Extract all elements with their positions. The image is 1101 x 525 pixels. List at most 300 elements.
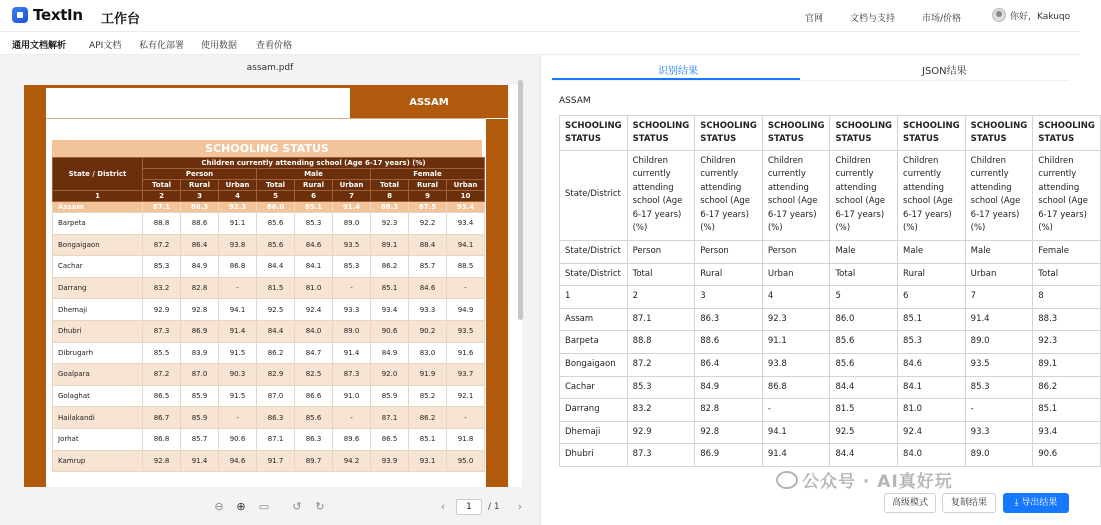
pdf-cell: 87.3 <box>143 320 181 342</box>
pdf-cell: 84.6 <box>295 234 333 256</box>
prev-page-icon[interactable]: ‹ <box>440 500 446 513</box>
pdf-cell: 94.1 <box>219 299 257 321</box>
result-cell: 94.1 <box>762 421 830 444</box>
pdf-cell: 85.1 <box>371 277 409 299</box>
result-cell: Children currently attending school (Age 6-17 years) (%) <box>762 150 830 241</box>
result-cell: Urban <box>762 263 830 286</box>
result-cell: 3 <box>695 286 763 309</box>
pdf-district-name: Goalpara <box>53 364 143 386</box>
result-cell: 1 <box>560 286 628 309</box>
result-cell: 93.8 <box>762 354 830 377</box>
pdf-col-number: 6 <box>295 191 333 202</box>
pdf-cell: 86.8 <box>219 256 257 278</box>
result-cell: Total <box>830 263 898 286</box>
nav-official-site[interactable]: 官网 <box>805 14 824 24</box>
result-cell: Rural <box>898 263 966 286</box>
pdf-cell: 88.8 <box>143 213 181 235</box>
page-total: / 1 <box>488 502 500 512</box>
pdf-cell: - <box>333 407 371 429</box>
logo-text: TextIn <box>33 6 83 24</box>
result-cell: 89.0 <box>965 444 1033 467</box>
pdf-district-name: Bongaigaon <box>53 234 143 256</box>
result-cell: 83.2 <box>627 399 695 422</box>
result-cell: Dhemaji <box>560 421 628 444</box>
result-table-row <box>560 421 1101 444</box>
result-header-cell: SCHOOLING STATUS <box>695 116 763 151</box>
pdf-cell: 92.5 <box>257 299 295 321</box>
pdf-cell: 86.6 <box>295 385 333 407</box>
pdf-scrollbar[interactable] <box>518 80 523 320</box>
pdf-cell: - <box>219 407 257 429</box>
pdf-cell: 87.2 <box>143 364 181 386</box>
pdf-cell: 93.4 <box>447 213 485 235</box>
result-header-cell: SCHOOLING STATUS <box>1033 116 1101 151</box>
result-header-cell: SCHOOLING STATUS <box>560 116 628 151</box>
subnav-api-docs[interactable]: API文档 <box>89 41 122 51</box>
result-cell: 89.1 <box>1033 354 1101 377</box>
pdf-table-row <box>53 320 485 342</box>
result-table-row <box>560 263 1101 286</box>
pdf-cell: 89.0 <box>333 320 371 342</box>
pdf-cell: - <box>447 407 485 429</box>
result-cell: 88.8 <box>627 331 695 354</box>
zoom-in-icon[interactable]: ⊕ <box>236 500 246 513</box>
pdf-cell: 83.0 <box>409 342 447 364</box>
pdf-table-row <box>53 364 485 386</box>
result-table-row <box>560 376 1101 399</box>
result-cell: 84.6 <box>898 354 966 377</box>
sub-nav <box>0 32 1080 55</box>
result-table-row <box>560 399 1101 422</box>
pdf-cell: 91.4 <box>181 450 219 472</box>
pdf-cell: 92.4 <box>295 299 333 321</box>
pdf-col-number: 8 <box>371 191 409 202</box>
pdf-cell: 92.0 <box>371 364 409 386</box>
pdf-cell: 93.5 <box>333 234 371 256</box>
rotate-right-icon[interactable]: ↻ <box>315 500 325 513</box>
pdf-cell: - <box>333 277 371 299</box>
pdf-subcol: Urban <box>333 180 371 191</box>
pdf-table-title: SCHOOLING STATUS <box>52 140 482 157</box>
result-cell: 90.6 <box>1033 444 1101 467</box>
pdf-table-row <box>53 342 485 364</box>
result-table-row <box>560 286 1101 309</box>
rotate-left-icon[interactable]: ↺ <box>292 500 302 513</box>
pdf-cell: 94.1 <box>447 234 485 256</box>
pdf-cell: 86.3 <box>295 428 333 450</box>
pdf-table <box>52 157 485 472</box>
pdf-cell: 91.8 <box>447 428 485 450</box>
result-header-cell: SCHOOLING STATUS <box>830 116 898 151</box>
result-cell: 92.4 <box>898 421 966 444</box>
result-cell: 84.1 <box>898 376 966 399</box>
pdf-cell: 95.0 <box>447 450 485 472</box>
result-table-row <box>560 331 1101 354</box>
textin-logo-icon <box>12 7 28 23</box>
watermark-text: 公众号 · AI真好玩 <box>802 472 953 492</box>
result-cell: 5 <box>830 286 898 309</box>
result-cell: 92.3 <box>762 308 830 331</box>
pdf-cell: 90.3 <box>219 364 257 386</box>
result-cell: 86.2 <box>1033 376 1101 399</box>
pdf-border-left <box>24 85 46 487</box>
pdf-cell: 92.1 <box>447 385 485 407</box>
pdf-cell: 91.1 <box>219 213 257 235</box>
result-header-cell: SCHOOLING STATUS <box>762 116 830 151</box>
pdf-cell: 85.3 <box>143 256 181 278</box>
pdf-district-name: Hailakandi <box>53 407 143 429</box>
pdf-cell: 84.1 <box>295 256 333 278</box>
pdf-cell: 89.1 <box>371 234 409 256</box>
result-cell: 91.1 <box>762 331 830 354</box>
pdf-cell: 90.6 <box>371 320 409 342</box>
pdf-cell: 85.3 <box>333 256 371 278</box>
pdf-cell: 85.3 <box>295 213 333 235</box>
result-cell: 92.9 <box>627 421 695 444</box>
pdf-cell: 86.4 <box>181 234 219 256</box>
result-cell: 4 <box>762 286 830 309</box>
pdf-cell: 91.4 <box>219 320 257 342</box>
pdf-group-person: Person <box>143 169 257 180</box>
pdf-table-row <box>53 428 485 450</box>
pdf-cell: 88.4 <box>409 234 447 256</box>
result-cell: 91.4 <box>965 308 1033 331</box>
result-cell: Male <box>898 241 966 264</box>
subnav-usage-data[interactable]: 使用数据 <box>201 41 238 51</box>
result-cell: Dhubri <box>560 444 628 467</box>
result-cell: 88.3 <box>1033 308 1101 331</box>
pdf-cell: 84.7 <box>295 342 333 364</box>
result-table <box>559 115 1101 467</box>
result-table-row <box>560 241 1101 264</box>
pdf-district-name: Dhemaji <box>53 299 143 321</box>
pdf-table-row <box>53 234 485 256</box>
pdf-cell: 88.5 <box>447 256 485 278</box>
result-cell: - <box>762 399 830 422</box>
pdf-cell: 93.3 <box>409 299 447 321</box>
pdf-table-row <box>53 385 485 407</box>
pdf-cell: 90.2 <box>409 320 447 342</box>
result-cell: Barpeta <box>560 331 628 354</box>
pdf-cell: 93.1 <box>409 450 447 472</box>
result-cell: 85.1 <box>898 308 966 331</box>
pdf-col-number: 7 <box>333 191 371 202</box>
pdf-table-row <box>53 299 485 321</box>
pdf-cell: 93.4 <box>371 299 409 321</box>
pdf-cell: 87.2 <box>143 234 181 256</box>
result-cell: Person <box>762 241 830 264</box>
pdf-cell: 81.5 <box>257 277 295 299</box>
pdf-cell: 90.6 <box>219 428 257 450</box>
subnav-view-price[interactable]: 查看价格 <box>256 41 293 51</box>
pdf-cell: - <box>447 277 485 299</box>
result-cell: 84.4 <box>830 376 898 399</box>
pdf-cell: 92.8 <box>181 299 219 321</box>
pdf-cell: 91.4 <box>333 342 371 364</box>
tab-baseline <box>552 80 1070 81</box>
result-cell: 86.0 <box>830 308 898 331</box>
result-cell: 8 <box>1033 286 1101 309</box>
pdf-subcol: Rural <box>409 180 447 191</box>
tab-json-result[interactable]: JSON结果 <box>922 66 967 77</box>
zoom-out-icon[interactable]: ⊖ <box>214 500 224 513</box>
pdf-district-name: Barpeta <box>53 213 143 235</box>
pdf-cell: 93.7 <box>447 364 485 386</box>
pdf-subcol: Urban <box>219 180 257 191</box>
result-cell: - <box>965 399 1033 422</box>
wechat-icon <box>776 471 798 489</box>
pdf-col-number: 3 <box>181 191 219 202</box>
subnav-private-deploy[interactable]: 私有化部署 <box>139 41 185 51</box>
pdf-state-cell: 88.3 <box>371 202 409 213</box>
pdf-cell: 86.5 <box>371 428 409 450</box>
pdf-cell: 85.6 <box>257 213 295 235</box>
pdf-border-right <box>486 119 508 487</box>
pdf-cell: 93.3 <box>333 299 371 321</box>
pdf-district-name: Jorhat <box>53 428 143 450</box>
result-section-title: ASSAM <box>559 96 591 106</box>
pdf-district-name: Dibrugarh <box>53 342 143 364</box>
next-page-icon[interactable]: › <box>517 500 523 513</box>
pdf-state-cell: 92.3 <box>219 202 257 213</box>
pdf-cell: 82.5 <box>295 364 333 386</box>
pdf-cell: 92.8 <box>143 450 181 472</box>
pdf-cell: 83.9 <box>181 342 219 364</box>
pdf-subcol: Urban <box>447 180 485 191</box>
pdf-cell: 86.3 <box>257 407 295 429</box>
result-cell: 85.3 <box>898 331 966 354</box>
result-cell: State/District <box>560 263 628 286</box>
pdf-col-group: Children currently attending school (Age 6-17 years) (%) <box>143 158 485 169</box>
pdf-cell: 82.8 <box>181 277 219 299</box>
result-cell: 84.0 <box>898 444 966 467</box>
pdf-cell: 86.2 <box>409 407 447 429</box>
pdf-col-number: 2 <box>143 191 181 202</box>
pdf-district-name: Golaghat <box>53 385 143 407</box>
pdf-cell: 91.5 <box>219 385 257 407</box>
user-menu[interactable] <box>992 8 1070 22</box>
pdf-state-cell: 86.3 <box>181 202 219 213</box>
pdf-state-cell: 93.4 <box>447 202 485 213</box>
pdf-cell: 85.1 <box>409 428 447 450</box>
pdf-cell: 85.9 <box>371 385 409 407</box>
pdf-cell: 82.9 <box>257 364 295 386</box>
tab-recognition-result[interactable]: 识别结果 <box>658 66 698 77</box>
export-result-label: 导出结果 <box>1021 498 1058 508</box>
pdf-cell: 81.0 <box>295 277 333 299</box>
result-cell: 85.1 <box>1033 399 1101 422</box>
result-cell: Male <box>830 241 898 264</box>
nav-market-price[interactable]: 市场/价格 <box>922 14 962 24</box>
result-cell: Assam <box>560 308 628 331</box>
pdf-subcol: Total <box>257 180 295 191</box>
pdf-cell: 85.5 <box>143 342 181 364</box>
nav-docs-support[interactable]: 文档与支持 <box>850 14 896 24</box>
pdf-district-name: Dhubri <box>53 320 143 342</box>
pdf-cell: 85.6 <box>295 407 333 429</box>
result-cell: 92.8 <box>695 421 763 444</box>
pdf-col-number: 4 <box>219 191 257 202</box>
export-result-button[interactable] <box>1003 493 1069 513</box>
logo[interactable] <box>12 6 83 24</box>
page-number-input[interactable]: 1 <box>456 499 482 515</box>
pdf-group-male: Male <box>257 169 371 180</box>
pdf-district-name: Kamrup <box>53 450 143 472</box>
pdf-cell: 84.4 <box>257 320 295 342</box>
pdf-cell: 87.3 <box>333 364 371 386</box>
result-table-row <box>560 150 1101 241</box>
pdf-state-banner: ASSAM <box>350 88 508 118</box>
pdf-state-cell: 86.0 <box>257 202 295 213</box>
result-cell: Darrang <box>560 399 628 422</box>
app-title: 工作台 <box>101 12 141 27</box>
advanced-mode-button[interactable]: 高级模式 <box>884 493 936 513</box>
pdf-district-name: Darrang <box>53 277 143 299</box>
pdf-cell: 84.9 <box>181 256 219 278</box>
pdf-cell: 84.0 <box>295 320 333 342</box>
watermark <box>776 467 953 492</box>
pdf-cell: 86.9 <box>181 320 219 342</box>
pdf-cell: 85.7 <box>409 256 447 278</box>
result-cell: Children currently attending school (Age 6-17 years) (%) <box>695 150 763 241</box>
result-cell: 84.4 <box>830 444 898 467</box>
pdf-cell: 87.0 <box>257 385 295 407</box>
pdf-col-state: State / District <box>53 158 143 191</box>
result-cell: Children currently attending school (Age 6-17 years) (%) <box>830 150 898 241</box>
result-cell: 87.2 <box>627 354 695 377</box>
tab-active-indicator <box>552 78 800 80</box>
pdf-cell: 91.6 <box>447 342 485 364</box>
result-cell: Children currently attending school (Age 6-17 years) (%) <box>965 150 1033 241</box>
pdf-table-row <box>53 213 485 235</box>
result-cell: 86.4 <box>695 354 763 377</box>
result-cell: Total <box>627 263 695 286</box>
pdf-state-cell: 87.1 <box>143 202 181 213</box>
pdf-table-row <box>53 407 485 429</box>
pdf-subcol: Rural <box>181 180 219 191</box>
result-cell: Total <box>1033 263 1101 286</box>
pdf-cell: 85.2 <box>409 385 447 407</box>
pdf-state-cell: 91.4 <box>333 202 371 213</box>
pdf-cell: 93.8 <box>219 234 257 256</box>
pdf-cell: 92.9 <box>143 299 181 321</box>
result-cell: Children currently attending school (Age 6-17 years) (%) <box>627 150 695 241</box>
user-greeting: 你好，Kakuqo <box>1010 11 1071 22</box>
subnav-general-parse[interactable]: 通用文档解析 <box>12 41 67 51</box>
pdf-cell: 94.9 <box>447 299 485 321</box>
result-header-cell: SCHOOLING STATUS <box>965 116 1033 151</box>
result-cell: State/District <box>560 150 628 241</box>
result-cell: Cachar <box>560 376 628 399</box>
pdf-cell: 83.2 <box>143 277 181 299</box>
result-cell: 81.5 <box>830 399 898 422</box>
result-cell: 92.5 <box>830 421 898 444</box>
result-cell: 92.3 <box>1033 331 1101 354</box>
result-table-row <box>560 444 1101 467</box>
result-table-wrapper[interactable] <box>559 115 1095 482</box>
result-table-row <box>560 308 1101 331</box>
pdf-cell: 85.9 <box>181 407 219 429</box>
result-cell: 86.3 <box>695 308 763 331</box>
pdf-cell: 92.2 <box>409 213 447 235</box>
pdf-cell: 91.9 <box>409 364 447 386</box>
pdf-table-row <box>53 256 485 278</box>
result-cell: 85.3 <box>965 376 1033 399</box>
pdf-cell: 88.6 <box>181 213 219 235</box>
pdf-cell: 85.7 <box>181 428 219 450</box>
copy-result-button[interactable]: 复制结果 <box>942 493 996 513</box>
pdf-cell: 91.5 <box>219 342 257 364</box>
result-cell: 88.6 <box>695 331 763 354</box>
result-cell: 85.6 <box>830 354 898 377</box>
result-cell: Male <box>965 241 1033 264</box>
pdf-filename: assam.pdf <box>246 63 294 73</box>
result-cell: 84.9 <box>695 376 763 399</box>
result-cell: 7 <box>965 286 1033 309</box>
pdf-col-number: 9 <box>409 191 447 202</box>
result-cell: Urban <box>965 263 1033 286</box>
pdf-cell: 87.0 <box>181 364 219 386</box>
pdf-cell: 94.6 <box>219 450 257 472</box>
result-header-cell: SCHOOLING STATUS <box>627 116 695 151</box>
result-cell: 2 <box>627 286 695 309</box>
pdf-col-number: 5 <box>257 191 295 202</box>
pdf-cell: 87.1 <box>257 428 295 450</box>
pdf-cell: 91.0 <box>333 385 371 407</box>
pdf-table-row <box>53 450 485 472</box>
download-icon: ⤓ <box>1014 498 1022 508</box>
result-cell: 86.9 <box>695 444 763 467</box>
pdf-cell: 84.4 <box>257 256 295 278</box>
result-cell: 6 <box>898 286 966 309</box>
avatar <box>992 8 1006 22</box>
result-table-row <box>560 354 1101 377</box>
result-cell: 86.8 <box>762 376 830 399</box>
result-cell: 87.1 <box>627 308 695 331</box>
result-cell: Children currently attending school (Age 6-17 years) (%) <box>898 150 966 241</box>
pdf-cell: 94.2 <box>333 450 371 472</box>
pdf-col-number: 10 <box>447 191 485 202</box>
pdf-cell: 86.2 <box>257 342 295 364</box>
result-cell: 93.3 <box>965 421 1033 444</box>
pdf-cell: 89.7 <box>295 450 333 472</box>
pdf-cell: 84.9 <box>371 342 409 364</box>
pdf-cell: 86.7 <box>143 407 181 429</box>
pdf-cell: 89.0 <box>333 213 371 235</box>
pdf-cell: 93.9 <box>371 450 409 472</box>
pdf-cell: 87.1 <box>371 407 409 429</box>
result-cell: 93.5 <box>965 354 1033 377</box>
pdf-table-row <box>53 277 485 299</box>
pdf-state-cell: 85.1 <box>295 202 333 213</box>
pdf-col-number: 1 <box>53 191 143 202</box>
pdf-state-name: Assam <box>53 202 143 213</box>
result-cell: 89.0 <box>965 331 1033 354</box>
pdf-cell: 85.9 <box>181 385 219 407</box>
result-cell: 81.0 <box>898 399 966 422</box>
result-cell: 93.4 <box>1033 421 1101 444</box>
result-cell: Bongaigaon <box>560 354 628 377</box>
pdf-cell: 93.5 <box>447 320 485 342</box>
fit-page-icon[interactable]: ▭ <box>258 500 270 513</box>
pdf-subcol: Rural <box>295 180 333 191</box>
pdf-state-cell: 87.5 <box>409 202 447 213</box>
pdf-divider <box>46 118 486 119</box>
result-cell: Rural <box>695 263 763 286</box>
result-cell: Person <box>627 241 695 264</box>
pdf-subcol: Total <box>371 180 409 191</box>
result-cell: Children currently attending school (Age 6-17 years) (%) <box>1033 150 1101 241</box>
